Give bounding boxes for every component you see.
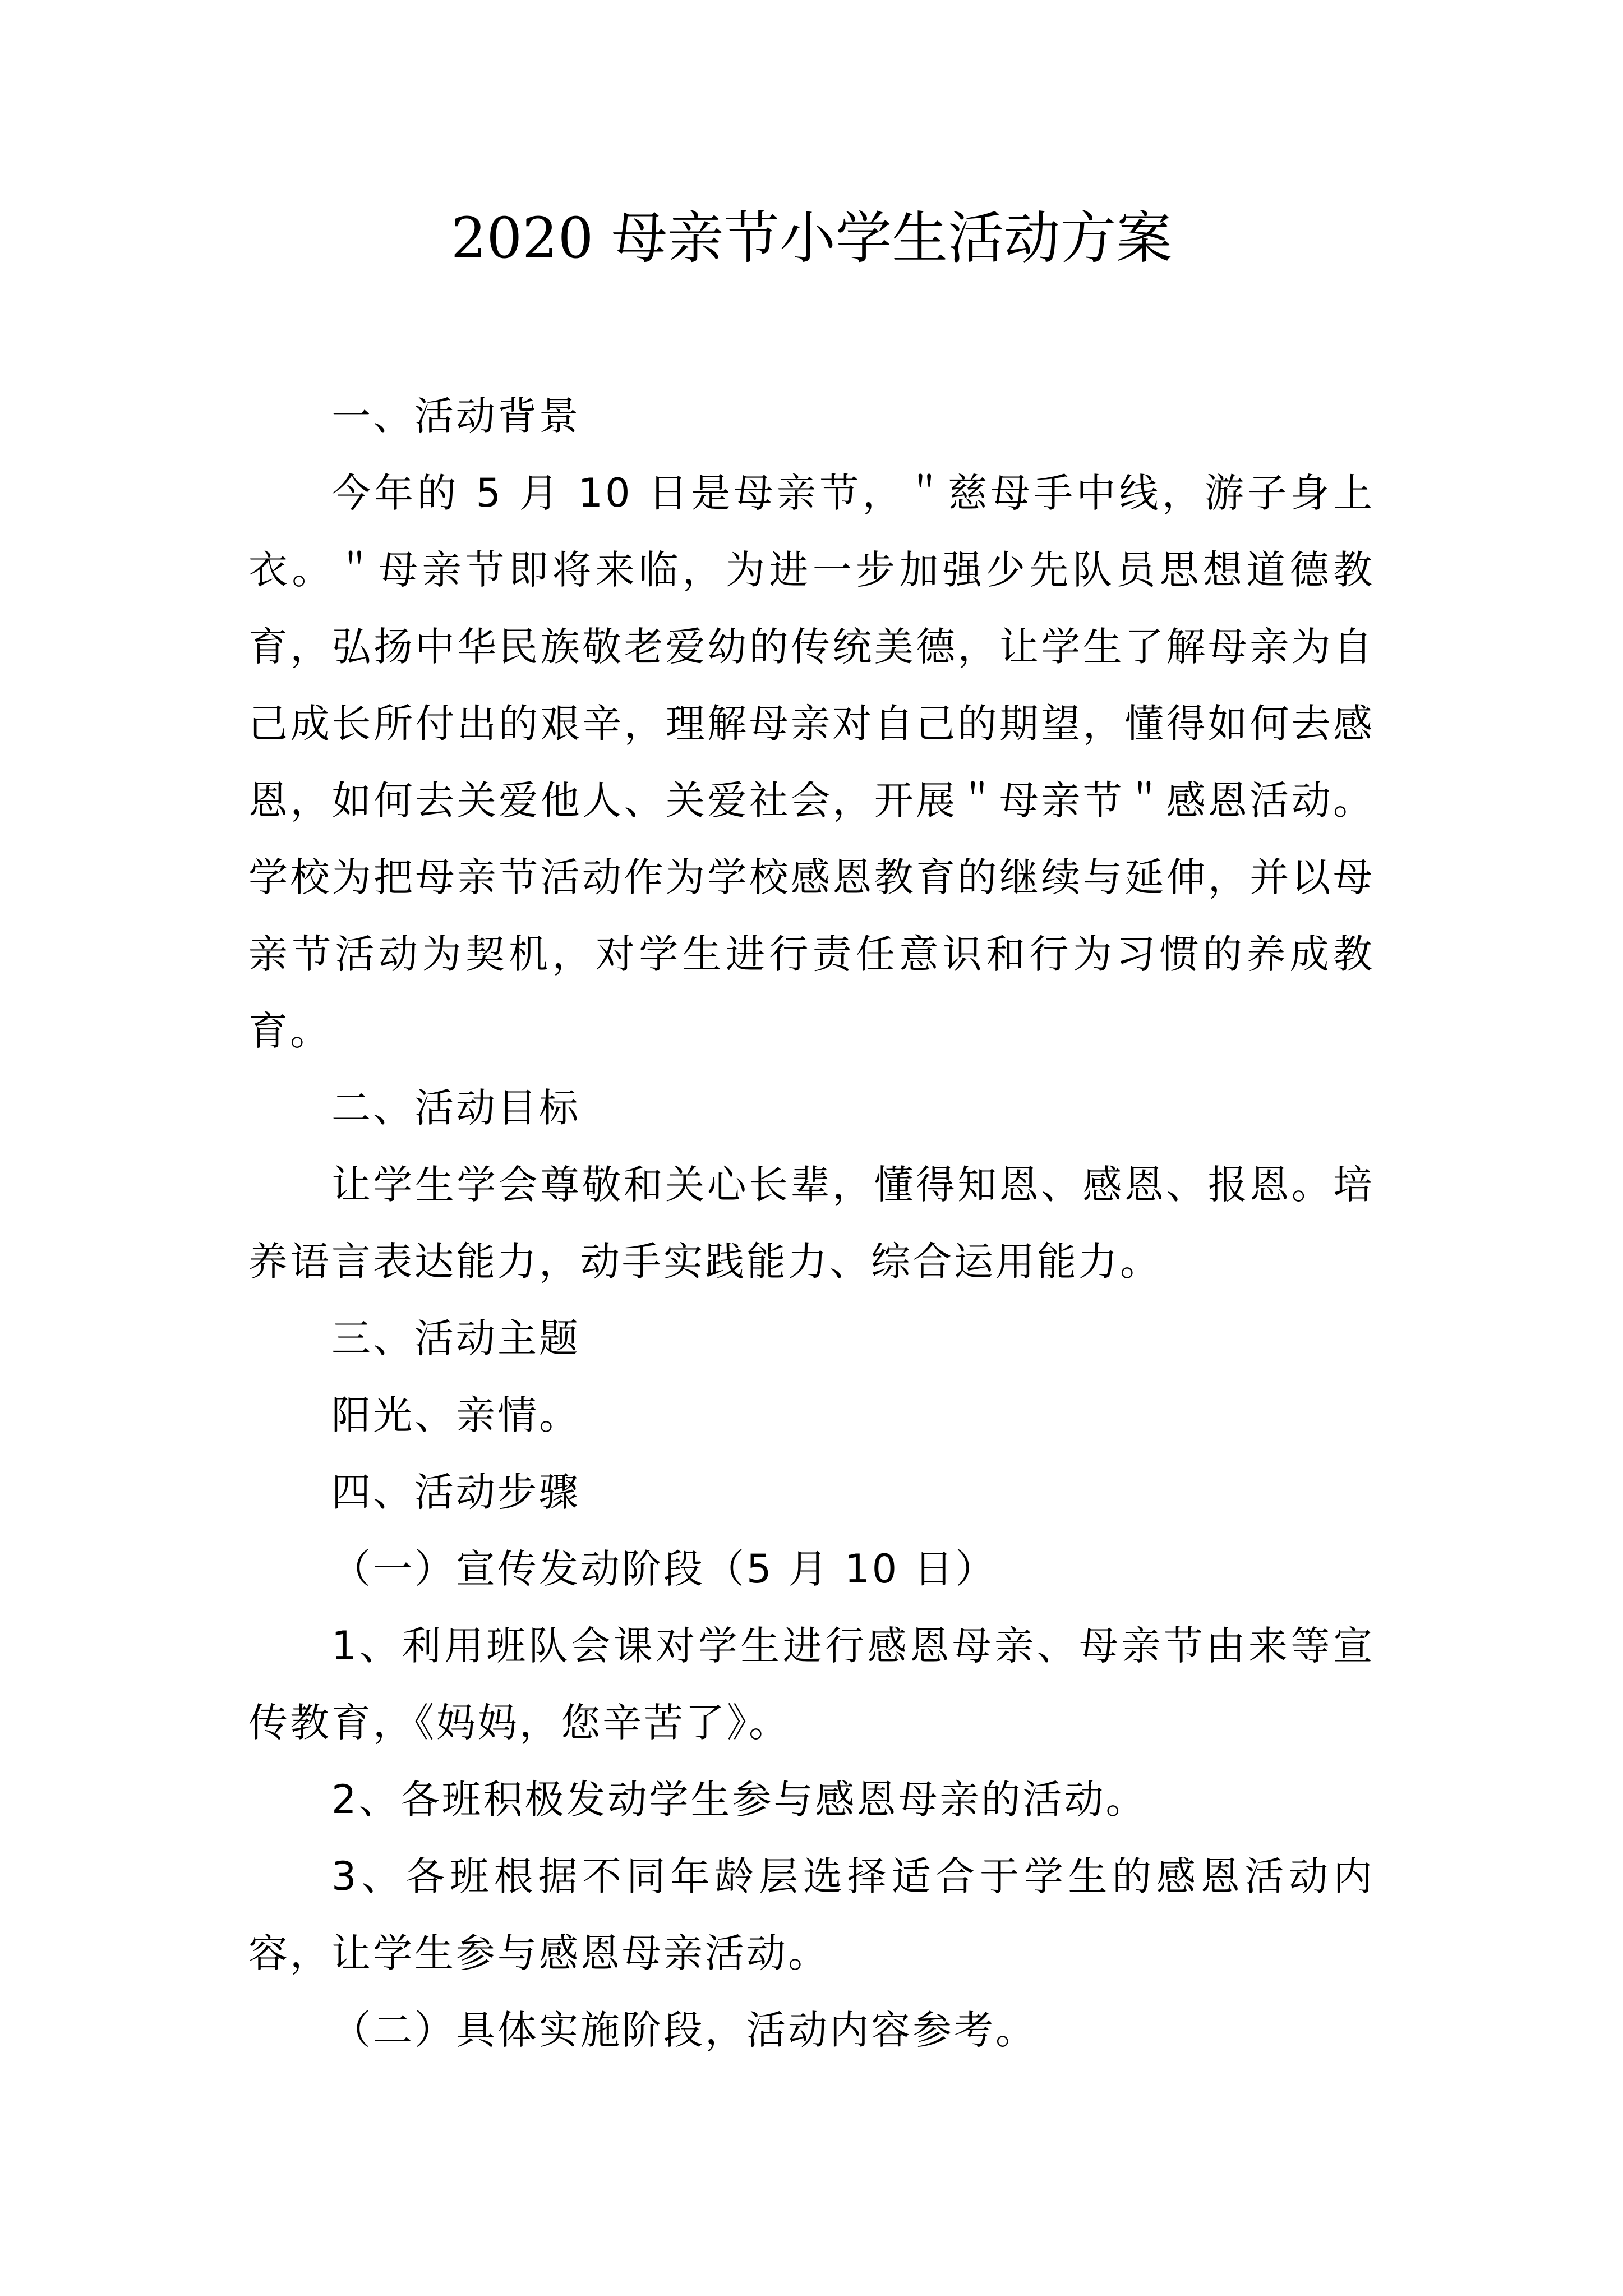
document-body (248, 378, 1375, 2069)
section-heading-steps: 四、活动步骤 (331, 1469, 580, 1515)
paragraph-goals: 让学生学会尊敬和关心长辈，懂得知恩、感恩、报恩。培养语言表达能力，动手实践能力、综合运用能力。 (248, 1162, 1375, 1285)
list-item: 3、各班根据不同年龄层选择适合于学生的感恩活动内容，让学生参与感恩母亲活动。 (248, 1853, 1375, 1976)
list-item: 1、利用班队会课对学生进行感恩母亲、母亲节由来等宣传教育，《妈妈，您辛苦了》。 (248, 1623, 1375, 1746)
section-heading-background: 一、活动背景 (331, 393, 580, 439)
document-title: 2020 母亲节小学生活动方案 (450, 205, 1173, 271)
paragraph-theme: 阳光、亲情。 (331, 1392, 580, 1438)
paragraph-background: 今年的 5 月 10 日是母亲节，＂慈母手中线，游子身上衣。＂母亲节即将来临，为进一步加强少先队员思想道德教育，弘扬中华民族敬老爱幼的传统美德，让学生了解母亲为自己成长所付出的艰辛，理解母亲对自己的期望，懂得如何去感恩，如何去关爱他人、关爱社会，开展＂母亲节＂感恩活动。学校为把母亲节活动作为学校感恩教育的继续与延伸，并以母亲节活动为契机，对学生进行责任意识和行为习惯的养成教育。 (248, 470, 1375, 1054)
subheading-publicity-stage: （一）宣传发动阶段（5 月 10 日） (331, 1546, 997, 1592)
section-heading-theme: 三、活动主题 (331, 1315, 580, 1361)
section-heading-goals: 二、活动目标 (331, 1085, 580, 1131)
subheading-implementation-stage: （二）具体实施阶段，活动内容参考。 (331, 2007, 1037, 2053)
list-item: 2、各班积极发动学生参与感恩母亲的活动。 (331, 1777, 1147, 1823)
